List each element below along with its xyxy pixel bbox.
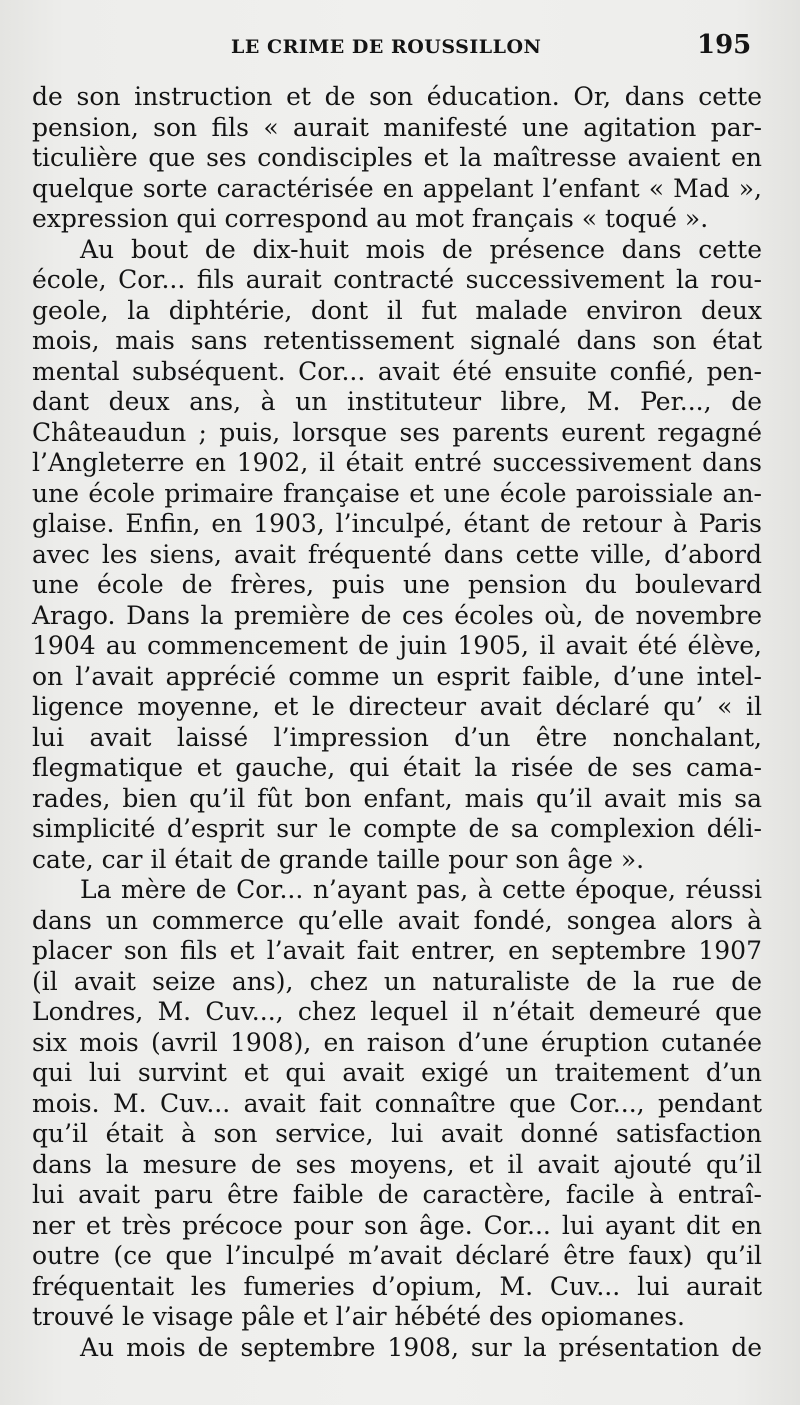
text-line: dans un commerce qu’elle avait fondé, songea alors à bbox=[32, 905, 762, 935]
text-line: Au mois de septembre 1908, sur la présentation de bbox=[80, 1332, 762, 1362]
text-line: flegmatique et gauche, qui était la risée de ses cama- bbox=[32, 753, 762, 782]
text-line: mois, mais sans retentissement signalé dans son état bbox=[32, 326, 762, 355]
text-line: Châteaudun ; puis, lorsque ses parents eurent regagné bbox=[32, 417, 762, 447]
text-line: Au bout de dix-huit mois de présence dans cette bbox=[80, 234, 762, 264]
text-line: geole, la diphtérie, dont il fut malade environ deux bbox=[32, 295, 762, 325]
page-number: 195 bbox=[697, 30, 752, 60]
text-line: outre (ce que l’inculpé m’avait déclaré être faux) qu’il bbox=[32, 1241, 762, 1270]
text-line: Londres, M. Cuv..., chez lequel il n’était demeuré que bbox=[32, 997, 762, 1026]
text-line: simplicité d’esprit sur le compte de sa complexion déli- bbox=[32, 814, 762, 843]
text-line: une école de frères, puis une pension du boulevard bbox=[32, 570, 762, 599]
text-line: placer son fils et l’avait fait entrer, en septembre 1907 bbox=[32, 936, 762, 965]
text-line: lui avait laissé l’impression d’un être nonchalant, bbox=[32, 722, 762, 752]
text-line: dant deux ans, à un instituteur libre, M. Per..., de bbox=[32, 387, 762, 416]
text-line: pension, son fils « aurait manifesté une agitation par- bbox=[32, 112, 762, 142]
body-text bbox=[32, 82, 762, 1363]
text-line: rades, bien qu’il fût bon enfant, mais qu’il avait mis sa bbox=[32, 783, 762, 813]
running-title: LE CRIME DE ROUSSILLON bbox=[231, 36, 542, 58]
text-line: glaise. Enfin, en 1903, l’inculpé, étant de retour à Paris bbox=[32, 509, 762, 538]
text-line: six mois (avril 1908), en raison d’une éruption cutanée bbox=[32, 1027, 762, 1057]
text-line: mental subséquent. Cor... avait été ensuite confié, pen- bbox=[32, 356, 762, 386]
text-line: école, Cor... fils aurait contracté successivement la rou- bbox=[32, 265, 762, 294]
text-line: ner et très précoce pour son âge. Cor... lui ayant dit en bbox=[32, 1210, 762, 1240]
text-line: cate, car il était de grande taille pour son âge ». bbox=[32, 844, 645, 874]
text-line: quelque sorte caractérisée en appelant l’enfant « Mad », bbox=[32, 173, 762, 203]
text-line: 1904 au commencement de juin 1905, il avait été élève, bbox=[32, 631, 762, 660]
text-line: trouvé le visage pâle et l’air hébété des opiomanes. bbox=[32, 1302, 685, 1331]
page-header bbox=[0, 30, 800, 70]
text-line: qui lui survint et qui avait exigé un traitement d’un bbox=[32, 1058, 762, 1087]
text-line: ticulière que ses condisciples et la maîtresse avaient en bbox=[32, 143, 762, 172]
text-line: fréquentait les fumeries d’opium, M. Cuv... lui aurait bbox=[32, 1271, 762, 1301]
text-line: Arago. Dans la première de ces écoles où, de novembre bbox=[32, 600, 762, 630]
text-line: qu’il était à son service, lui avait donné satisfaction bbox=[32, 1119, 762, 1148]
text-line: lui avait paru être faible de caractère, facile à entraî- bbox=[32, 1180, 762, 1209]
text-line: ligence moyenne, et le directeur avait déclaré qu’ « il bbox=[32, 692, 762, 721]
text-line: dans la mesure de ses moyens, et il avait ajouté qu’il bbox=[32, 1149, 762, 1179]
text-line: l’Angleterre en 1902, il était entré successivement dans bbox=[32, 448, 762, 477]
text-line: une école primaire française et une école paroissiale an- bbox=[32, 478, 762, 508]
text-line: La mère de Cor... n’ayant pas, à cette époque, réussi bbox=[80, 875, 762, 904]
text-line: avec les siens, avait fréquenté dans cette ville, d’abord bbox=[32, 539, 762, 569]
text-line: expression qui correspond au mot français « toqué ». bbox=[32, 204, 709, 233]
text-line: mois. M. Cuv... avait fait connaître que Cor..., pendant bbox=[32, 1088, 762, 1118]
text-line: (il avait seize ans), chez un naturaliste de la rue de bbox=[32, 966, 762, 996]
text-line: de son instruction et de son éducation. Or, dans cette bbox=[32, 82, 762, 111]
text-line: on l’avait apprécié comme un esprit faible, d’une intel- bbox=[32, 661, 762, 691]
